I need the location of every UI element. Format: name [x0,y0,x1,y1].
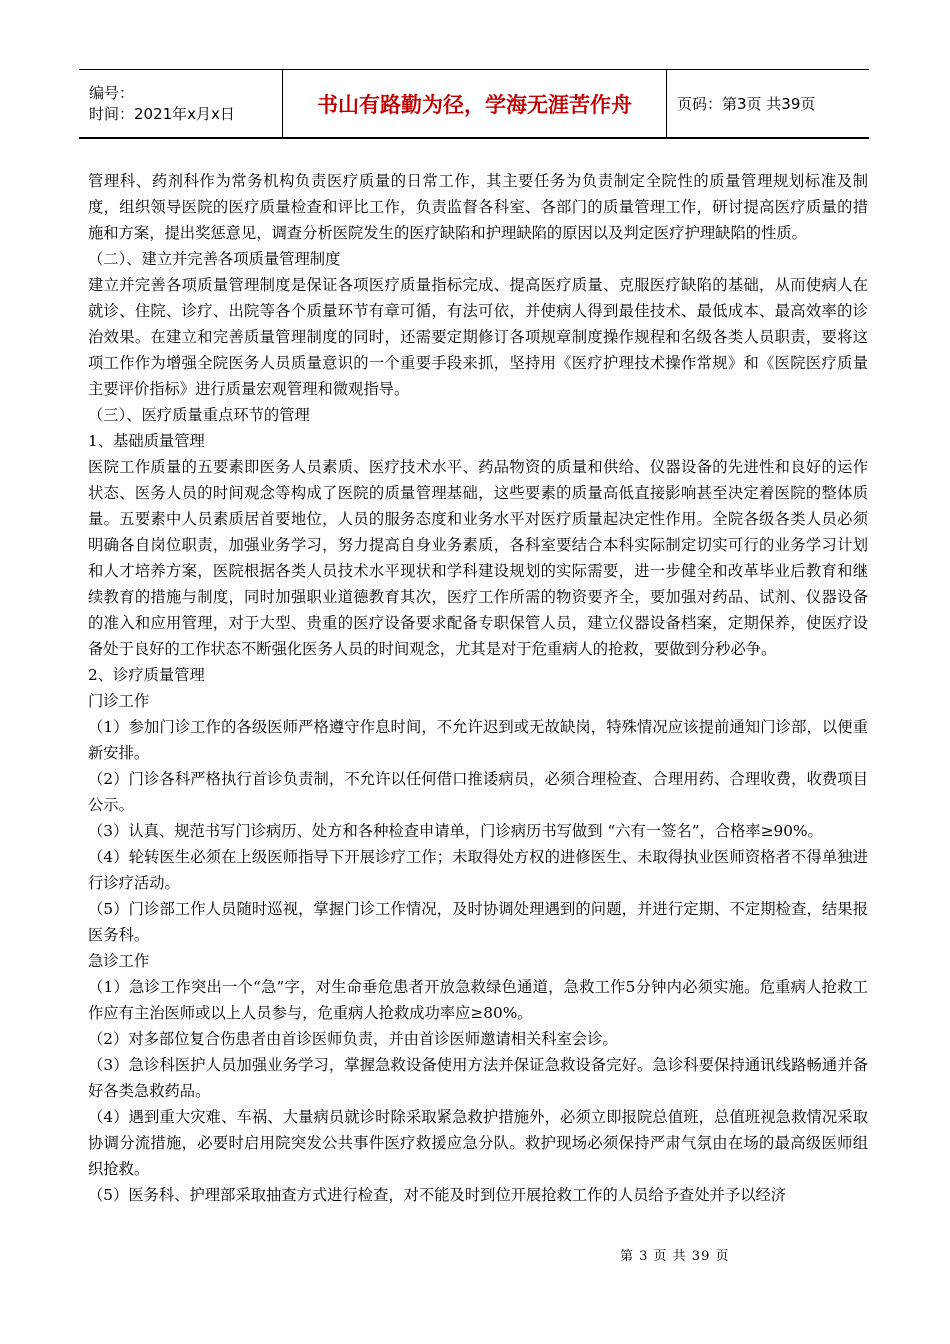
list-item: （3）认真、规范书写门诊病历、处方和各种检查申请单，门诊病历书写做到 “六有一签名”，合格率≥90%。 [88,822,823,840]
header-meta [79,70,283,137]
header-motto: 书山有路勤为径，学海无涯苦作舟 [283,70,667,137]
document-code-label: 编号： [89,83,135,102]
list-item: （1）急诊工作突出一个“急”字，对生命垂危患者开放急救绿色通道，急救工作5分钟内必须实施。危重病人抢救工作应有主治医师或以上人员参与，危重病人抢救成功率应≥80%。 [88,978,868,1022]
list-item: （4）轮转医生必须在上级医师指导下开展诊疗工作；未取得处方权的进修医生、未取得执业医师资格者不得单独进行诊疗活动。 [88,848,868,892]
paragraph: 管理科、药剂科作为常务机构负责医疗质量的日常工作，其主要任务为负责制定全院性的质量管理规划标准及制度，组织领导医院的医疗质量检查和评比工作，负责监督各科室、各部门的质量管理工作，研讨提高医疗质量的措施和方案，提出奖惩意见，调查分析医院发生的医疗缺陷和护理缺陷的原因以及判定医疗护理缺陷的性质。 [88,172,868,242]
list-item: （5）医务科、护理部采取抽查方式进行检查，对不能及时到位开展抢救工作的人员给予查处并予以经济 [88,1186,787,1204]
list-item: （1）参加门诊工作的各级医师严格遵守作息时间，不允许迟到或无故缺岗，特殊情况应该提前通知门诊部，以便重新安排。 [88,718,868,762]
section-heading: （三）、医疗质量重点环节的管理 [88,406,310,424]
list-item: （3）急诊科医护人员加强业务学习，掌握急救设备使用方法并保证急救设备完好。急诊科要保持通讯线路畅通并备好各类急救药品。 [88,1056,868,1100]
list-item: （4）遇到重大灾难、车祸、大量病员就诊时除采取紧急救护措施外，必须立即报院总值班，总值班视急救情况采取协调分流措施，必要时启用院突发公共事件医疗救援应急分队。救护现场必须保持严肃气氛由在场的最高级医师组织抢救。 [88,1108,868,1178]
subsection-heading: 2、诊疗质量管理 [88,666,205,684]
list-item: （2）门诊各科严格执行首诊负责制，不允许以任何借口推诿病员，必须合理检查、合理用药、合理收费，收费项目公示。 [88,770,868,814]
topic-heading: 门诊工作 [88,692,150,710]
section-heading: （二）、建立并完善各项质量管理制度 [88,250,341,268]
paragraph: 建立并完善各项质量管理制度是保证各项医疗质量指标完成、提高医疗质量、克服医疗缺陷的基础，从而使病人在就诊、住院、诊疗、出院等各个质量环节有章可循，有法可依，并使病人得到最佳技术、最低成本、最高效率的诊治效果。在建立和完善质量管理制度的同时，还需要定期修订各项规章制度操作规程和名级各类人员职责，要将这项工作作为增强全院医务人员质量意识的一个重要手段来抓，坚持用《医疗护理技术操作常规》和《医院医疗质量主要评价指标》进行质量宏观管理和微观指导。 [88,276,868,398]
paragraph: 医院工作质量的五要素即医务人员素质、医疗技术水平、药品物资的质量和供给、仪器设备的先进性和良好的运作状态、医务人员的时间观念等构成了医院的质量管理基础，这些要素的质量高低直接影响甚至决定着医院的整体质量。五要素中人员素质居首要地位，人员的服务态度和业务水平对医疗质量起决定性作用。全院各级各类人员必须明确各自岗位职责，加强业务学习，努力提高自身业务素质，各科室要结合本科实际制定切实可行的业务学习计划和人才培养方案，医院根据各类人员技术水平现状和学科建设规划的实际需要，进一步健全和改革毕业后教育和继续教育的措施与制度，同时加强职业道德教育其次，医疗工作所需的物资要齐全，要加强对药品、试剂、仪器设备的准入和应用管理，对于大型、贵重的医疗设备要求配备专职保管人员，建立仪器设备档案，定期保养，使医疗设备处于良好的工作状态不断强化医务人员的时间观念，尤其是对于危重病人的抢救，要做到分秒必争。 [88,458,868,658]
document-body [88,168,868,1208]
header-page-info: 页码：第3页 共39页 [677,95,816,113]
page-header [79,69,869,139]
document-date: 时间：2021年x月x日 [89,104,235,123]
list-item: （2）对多部位复合伤患者由首诊医师负责，并由首诊医师邀请相关科室会诊。 [88,1030,618,1048]
topic-heading: 急诊工作 [88,952,150,970]
subsection-heading: 1、基础质量管理 [88,432,205,450]
list-item: （5）门诊部工作人员随时巡视，掌握门诊工作情况，及时协调处理遇到的问题，并进行定期、不定期检查，结果报医务科。 [88,900,868,944]
page-footer: 第 3 页 共 39 页 [620,1249,730,1264]
